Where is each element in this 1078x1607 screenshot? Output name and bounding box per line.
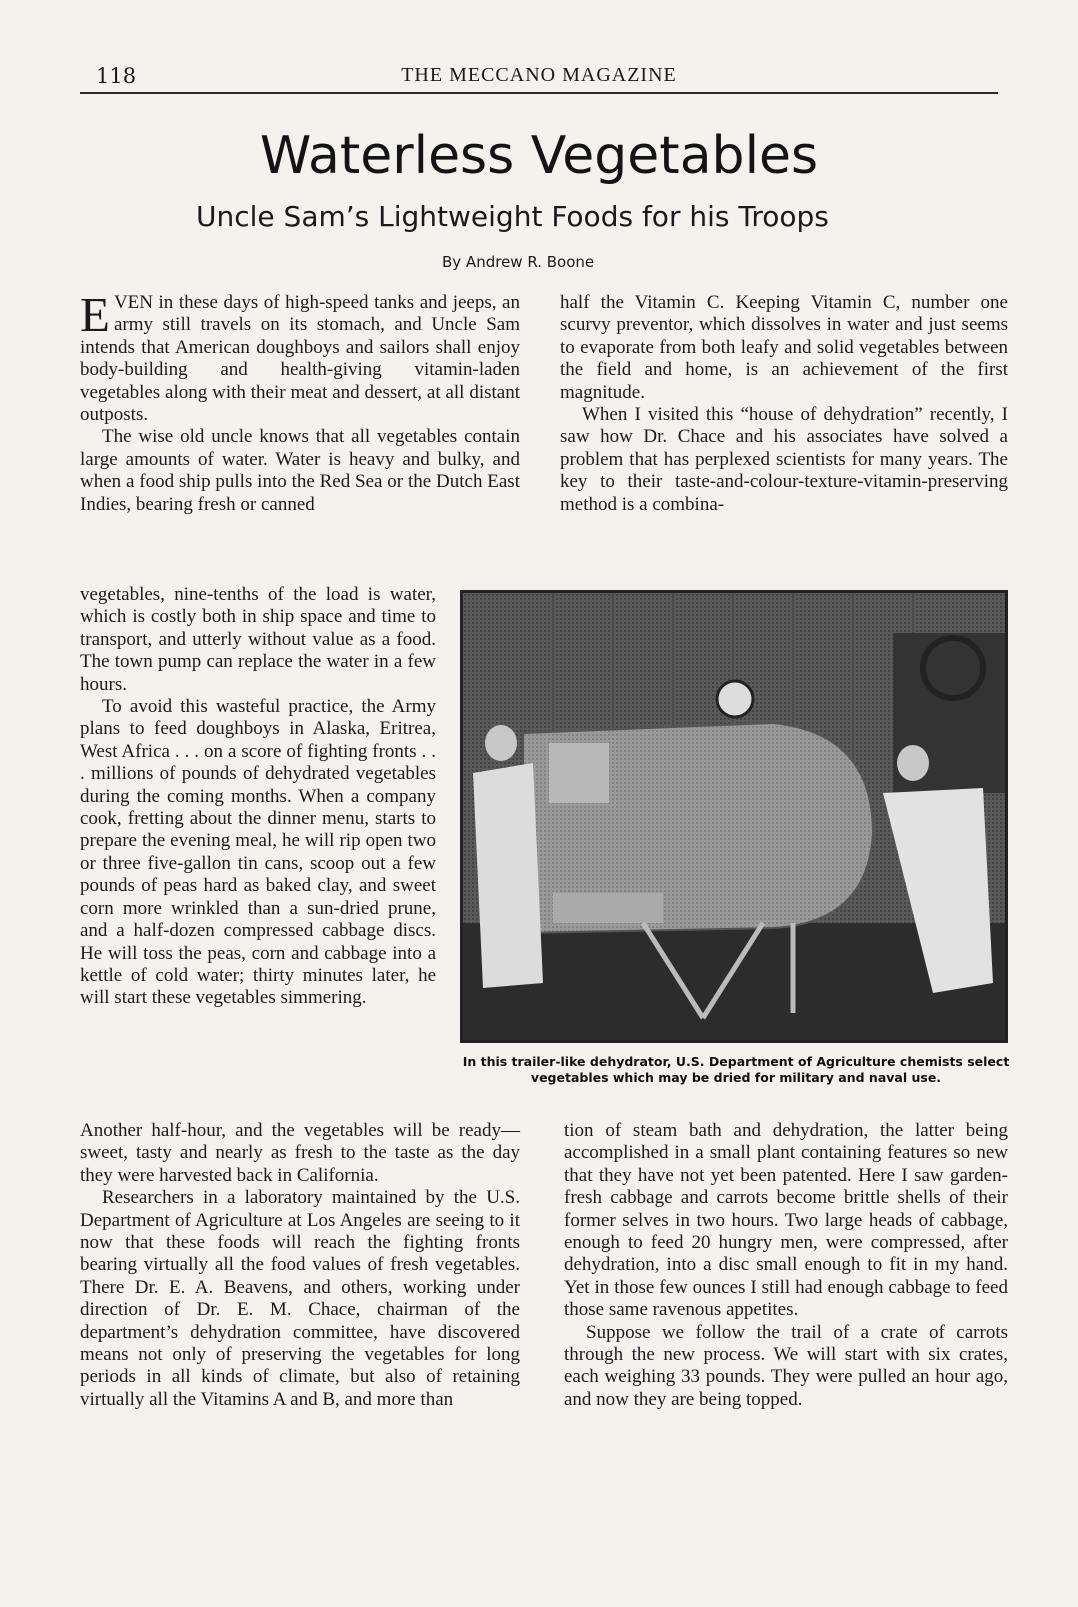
article-byline: By Andrew R. Boone — [442, 253, 595, 271]
paragraph-5: When I visited this “house of dehydration” recently, I saw how Dr. Chace and his associates have solved a problem that has perplexed scientists for many years. The key to their taste-and-colour-texture-vitamin-preserving method is a combina- — [560, 404, 1008, 515]
page-header — [80, 62, 998, 94]
paragraph-1-text: VEN in these days of high-speed tanks and jeeps, an army still travels on its stomach, and Uncle Sam intends that American doughboys and sailors shall enjoy body-building and health-giving vitamin-laden vegetables along with their meat and dessert, at all distant outposts. — [80, 292, 520, 426]
paragraph-4: Researchers in a laboratory maintained by the U.S. Department of Agriculture at Los Angeles are seeing to it now that these foods will reach the fighting fronts bearing virtually all the food values of fresh vegetables. There Dr. E. A. Beavens, and others, working under direction of Dr. E. M. Chace, chairman of the department’s dehydration committee, have discovered means not only of preserving the vegetables for long periods in all kinds of climate, but also of retaining virtually all the Vitamins A and B, and more than — [80, 1187, 520, 1410]
column-2-bottom — [564, 1120, 1008, 1411]
paragraph-2: The wise old uncle knows that all vegetables contain large amounts of water. Water is heavy and bulky, and when a food ship pulls into the Red Sea or the Dutch East Indies, bearing fresh or canned — [80, 426, 520, 515]
magazine-title: THE MECCANO MAGAZINE — [401, 64, 677, 86]
paragraph-col2-cont: half the Vitamin C. Keeping Vitamin C, number one scurvy preventor, which dissolves in water and just seems to evaporate from both leafy and solid vegetables between the field and home, is an achievement of the first magnitude. — [560, 292, 1008, 403]
article-subtitle: Uncle Sam’s Lightweight Foods for his Troops — [196, 200, 829, 233]
paragraph-2-cont: vegetables, nine-tenths of the load is water, which is costly both in ship space and time to transport, and utterly without value as a food. The town pump can replace the water in a few hours. — [80, 584, 436, 695]
photo-caption: In this trailer-like dehydrator, U.S. Department of Agriculture chemists select vegetables which may be dried for military and naval use. — [462, 1054, 1010, 1085]
drop-cap: E — [80, 287, 110, 342]
paragraph-1 — [80, 287, 520, 426]
column-1-narrow — [80, 584, 436, 1010]
page-number: 118 — [96, 64, 137, 88]
dehydrator-photo-image — [463, 593, 1005, 1040]
dehydrator-photo — [460, 590, 1008, 1043]
column-2-top — [560, 292, 1008, 516]
paragraph-3: To avoid this wasteful practice, the Army plans to feed doughboys in Alaska, Eritrea, West Africa . . . on a score of fighting fronts . . . millions of pounds of dehydrated vegetables during the coming months. When a company cook, fretting about the dinner menu, starts to prepare the evening meal, he will rip open two or three five-gallon tin cans, scoop out a few pounds of peas hard as baked clay, and sweet corn more wrinkled than a sun-dried prune, and a half-dozen compressed cabbage discs. He will toss the peas, corn and cabbage into a kettle of cold water; thirty minutes later, he will start these vegetables simmering. — [80, 696, 436, 1009]
column-1-bottom — [80, 1120, 520, 1411]
paragraph-5-cont: tion of steam bath and dehydration, the latter being accomplished in a small plant containing features so new that they have not yet been patented. Here I saw garden-fresh cabbage and carrots become brittle shells of their former selves in two hours. Two large heads of cabbage, enough to feed 20 hungry men, were compressed, after dehydration, into a disc small enough to fit in my hand. Yet in those few ounces I still had enough cabbage to feed those same ravenous appetites. — [564, 1120, 1008, 1321]
paragraph-6: Suppose we follow the trail of a crate of carrots through the new process. We will start with six crates, each weighing 33 pounds. They were pulled an hour ago, and now they are being topped. — [564, 1321, 1008, 1410]
paragraph-3-cont: Another half-hour, and the vegetables will be ready—sweet, tasty and nearly as fresh to the taste as the day they were harvested back in California. — [80, 1120, 520, 1186]
article-title: Waterless Vegetables — [259, 126, 819, 186]
column-1-top — [80, 287, 520, 516]
